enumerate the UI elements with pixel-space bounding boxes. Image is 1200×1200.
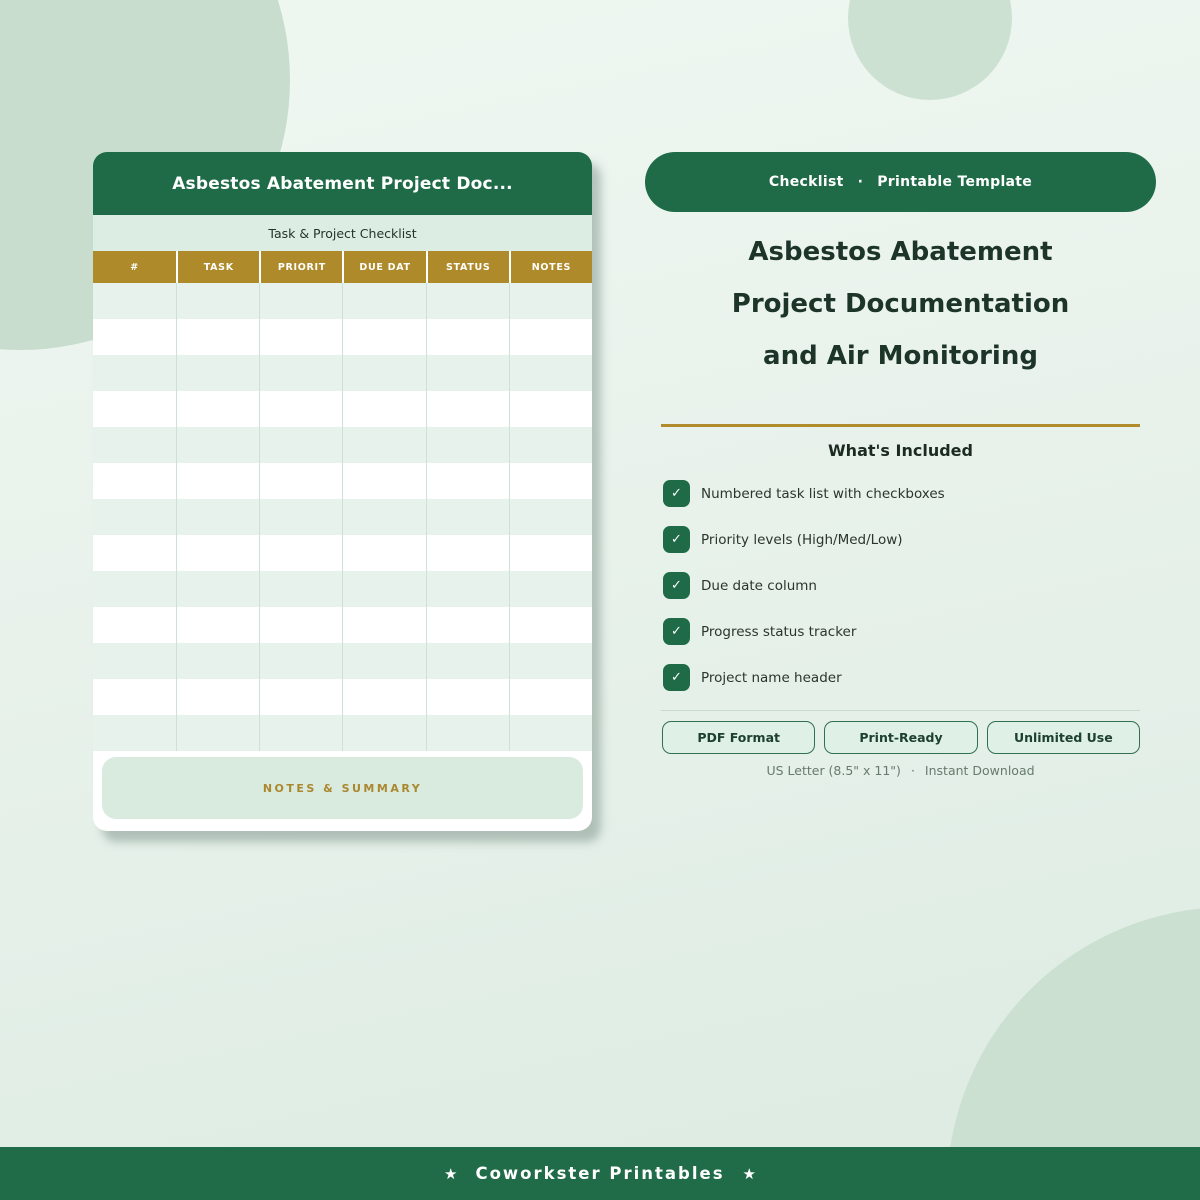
table-row	[93, 535, 592, 571]
table-cell	[509, 391, 592, 427]
column-header: PRIORIT	[259, 251, 342, 283]
table-row	[93, 463, 592, 499]
table-cell	[176, 463, 259, 499]
table-cell	[93, 535, 176, 571]
table-cell	[509, 499, 592, 535]
table-cell	[426, 391, 509, 427]
table-cell	[509, 571, 592, 607]
table-cell	[259, 463, 342, 499]
meta-separator: ·	[910, 763, 915, 778]
table-cell	[93, 283, 176, 319]
preview-table	[93, 251, 592, 751]
preview-header	[93, 152, 592, 215]
table-cell	[426, 571, 509, 607]
table-cell	[93, 463, 176, 499]
notes-summary-box	[102, 757, 583, 819]
table-cell	[259, 355, 342, 391]
table-cell	[509, 463, 592, 499]
unlimited-use-button[interactable]: Unlimited Use	[987, 721, 1140, 754]
table-cell	[426, 535, 509, 571]
table-cell	[259, 319, 342, 355]
table-cell	[176, 679, 259, 715]
table-cell	[93, 715, 176, 751]
table-cell	[259, 391, 342, 427]
table-cell	[93, 607, 176, 643]
table-cell	[93, 391, 176, 427]
table-cell	[342, 427, 425, 463]
table-row	[93, 427, 592, 463]
instant-download-label: Instant Download	[924, 763, 1035, 778]
table-cell	[93, 679, 176, 715]
check-icon: ✓	[663, 526, 690, 553]
feature-item	[663, 480, 1156, 507]
table-cell	[342, 319, 425, 355]
table-row	[93, 571, 592, 607]
divider	[661, 710, 1140, 711]
gold-divider	[661, 424, 1140, 427]
table-cell	[176, 643, 259, 679]
paper-size-label: US Letter (8.5" x 11")	[766, 763, 901, 778]
table-row	[93, 499, 592, 535]
table-cell	[426, 643, 509, 679]
table-cell	[176, 283, 259, 319]
table-row	[93, 391, 592, 427]
column-header: #	[130, 261, 139, 273]
star-icon: ★	[742, 1164, 756, 1183]
check-icon: ✓	[663, 480, 690, 507]
table-cell	[342, 607, 425, 643]
table-cell	[259, 607, 342, 643]
table-cell	[342, 463, 425, 499]
feature-item	[663, 618, 1156, 645]
table-cell	[426, 319, 509, 355]
product-title-line: Asbestos Abatement	[748, 237, 1053, 267]
product-panel	[645, 152, 1156, 778]
table-cell	[176, 499, 259, 535]
badge-category: Checklist	[768, 174, 844, 190]
column-header: NOTES	[509, 251, 592, 283]
feature-item	[663, 572, 1156, 599]
table-cell	[426, 715, 509, 751]
table-cell	[342, 499, 425, 535]
table-cell	[509, 319, 592, 355]
table-cell	[342, 391, 425, 427]
table-cell	[426, 463, 509, 499]
star-icon: ★	[444, 1164, 458, 1183]
table-cell	[176, 571, 259, 607]
format-meta	[645, 763, 1156, 778]
table-cell	[342, 283, 425, 319]
table-cell	[509, 535, 592, 571]
table-row	[93, 643, 592, 679]
table-cell	[426, 679, 509, 715]
column-header: STATUS	[426, 251, 509, 283]
table-cell	[259, 535, 342, 571]
table-cell	[509, 643, 592, 679]
preview-table-head-row	[93, 251, 592, 283]
template-preview-card	[93, 152, 592, 831]
table-cell	[342, 643, 425, 679]
table-cell	[259, 571, 342, 607]
pdf-format-button[interactable]: PDF Format	[662, 721, 815, 754]
brand-name: Coworkster Printables	[475, 1164, 725, 1183]
table-cell	[426, 283, 509, 319]
check-icon: ✓	[663, 572, 690, 599]
check-icon: ✓	[663, 618, 690, 645]
table-cell	[259, 715, 342, 751]
table-cell	[176, 427, 259, 463]
table-cell	[342, 571, 425, 607]
table-cell	[93, 427, 176, 463]
feature-item	[663, 526, 1156, 553]
table-cell	[509, 679, 592, 715]
whats-included-heading: What's Included	[828, 441, 973, 460]
format-chips	[662, 721, 1140, 754]
table-cell	[426, 607, 509, 643]
product-title-line: and Air Monitoring	[763, 341, 1038, 371]
feature-item	[663, 664, 1156, 691]
table-cell	[259, 679, 342, 715]
column-header: DUE DAT	[342, 251, 425, 283]
table-cell	[176, 535, 259, 571]
print-ready-button[interactable]: Print-Ready	[824, 721, 977, 754]
preview-table-body	[93, 283, 592, 751]
table-row	[93, 679, 592, 715]
table-cell	[93, 643, 176, 679]
table-cell	[259, 427, 342, 463]
table-cell	[259, 643, 342, 679]
notes-summary-label: NOTES & SUMMARY	[262, 781, 423, 795]
table-cell	[426, 355, 509, 391]
table-cell	[342, 535, 425, 571]
table-cell	[176, 319, 259, 355]
table-cell	[342, 355, 425, 391]
table-row	[93, 283, 592, 319]
check-icon: ✓	[663, 664, 690, 691]
table-cell	[426, 499, 509, 535]
table-cell	[176, 355, 259, 391]
preview-title: Asbestos Abatement Project Doc...	[172, 173, 513, 194]
features-list	[645, 480, 1156, 691]
table-cell	[93, 355, 176, 391]
feature-label: Due date column	[701, 577, 817, 594]
table-cell	[342, 679, 425, 715]
table-cell	[509, 715, 592, 751]
table-cell	[259, 499, 342, 535]
badge-type: Printable Template	[877, 174, 1033, 190]
product-title	[645, 226, 1156, 382]
table-cell	[176, 391, 259, 427]
table-row	[93, 715, 592, 751]
table-cell	[93, 499, 176, 535]
decorative-circle-top-right	[848, 0, 1012, 100]
table-cell	[93, 319, 176, 355]
footer-bar	[0, 1147, 1200, 1200]
table-cell	[93, 571, 176, 607]
badge-separator: ·	[857, 174, 864, 190]
table-cell	[176, 715, 259, 751]
category-badge	[645, 152, 1156, 212]
feature-label: Numbered task list with checkboxes	[701, 485, 945, 502]
column-header: TASK	[176, 251, 259, 283]
table-cell	[426, 427, 509, 463]
table-cell	[509, 427, 592, 463]
product-title-line: Project Documentation	[731, 289, 1070, 319]
table-cell	[342, 715, 425, 751]
table-cell	[509, 283, 592, 319]
table-row	[93, 319, 592, 355]
feature-label: Progress status tracker	[701, 623, 857, 640]
table-cell	[259, 283, 342, 319]
feature-label: Project name header	[701, 669, 842, 686]
table-cell	[509, 355, 592, 391]
preview-subtitle: Task & Project Checklist	[93, 215, 592, 251]
table-row	[93, 355, 592, 391]
feature-label: Priority levels (High/Med/Low)	[701, 531, 903, 548]
table-cell	[176, 607, 259, 643]
table-cell	[509, 607, 592, 643]
table-row	[93, 607, 592, 643]
